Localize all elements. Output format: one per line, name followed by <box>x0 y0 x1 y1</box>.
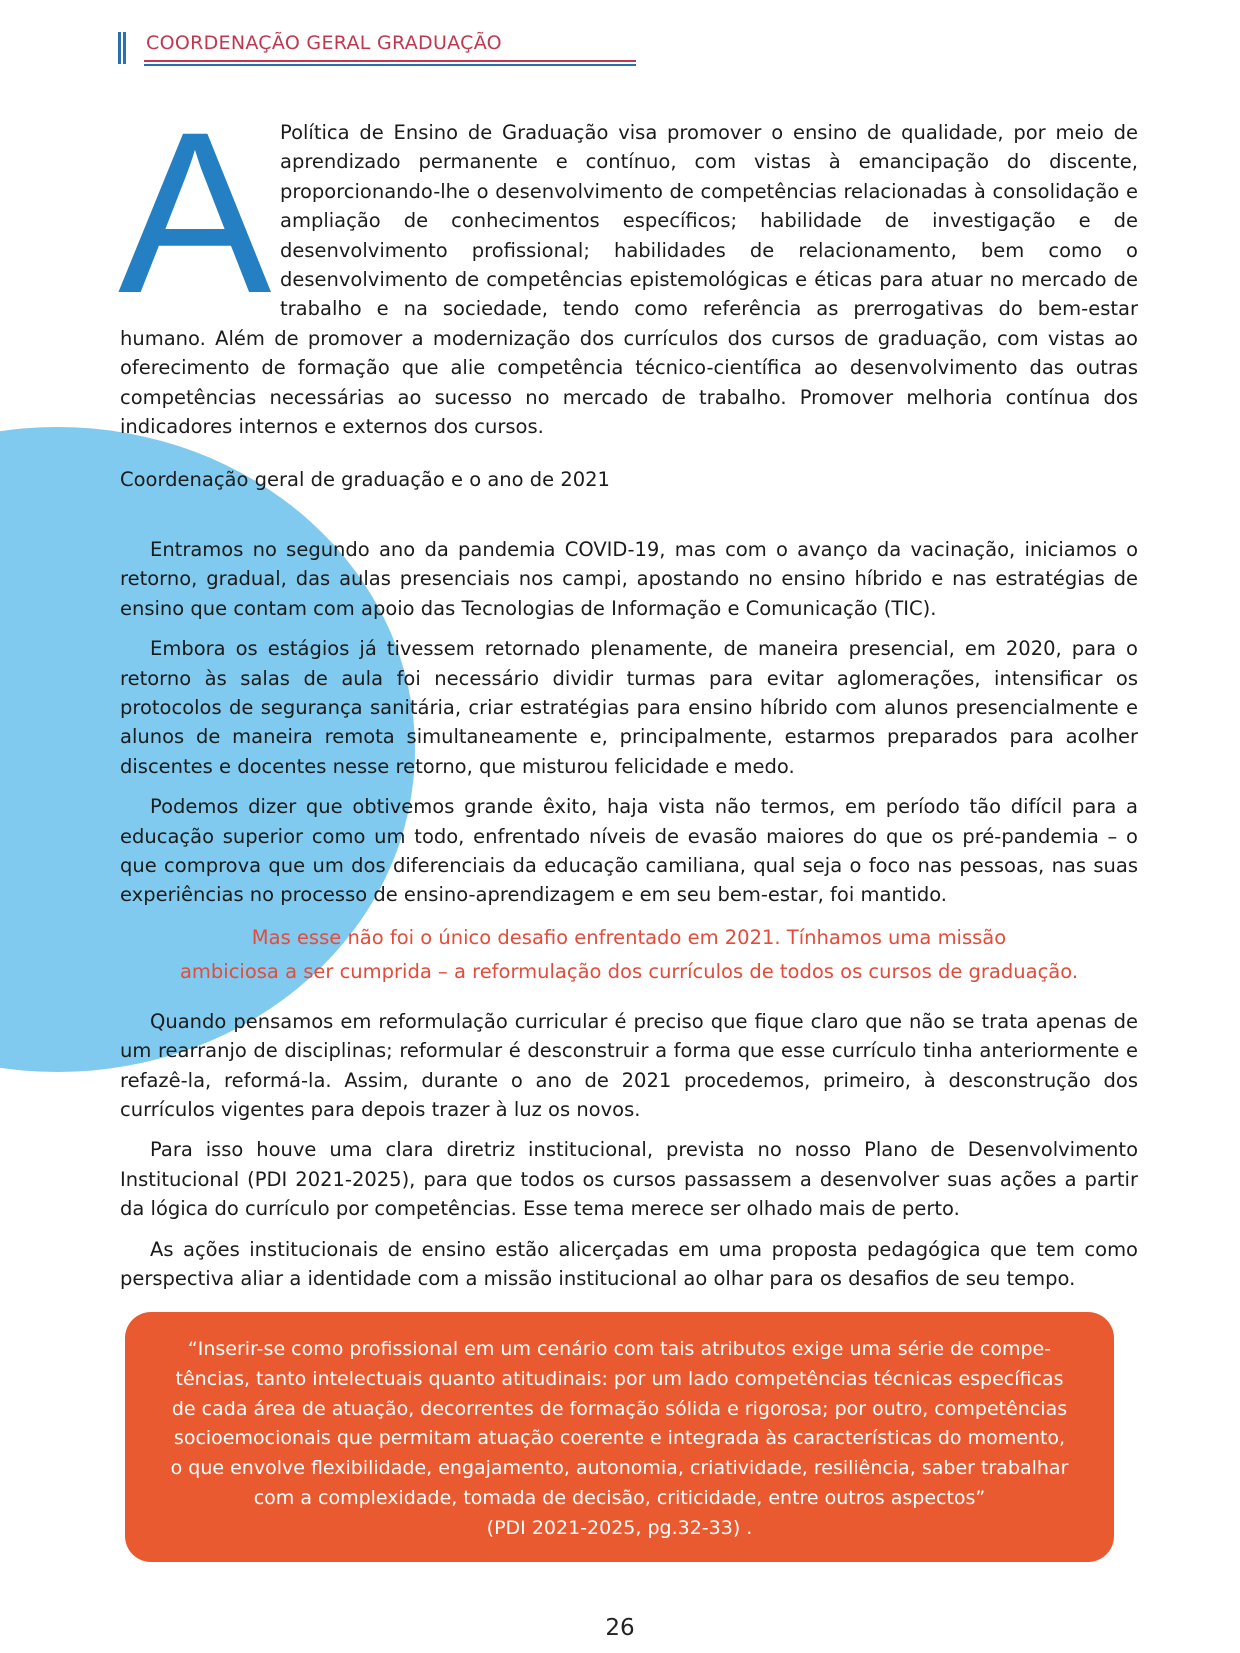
page-number: 26 <box>605 1615 635 1641</box>
pull-quote-line-2: ambiciosa a ser cumprida – a reformulação dos currículos de todos os cursos de graduação. <box>179 959 1079 983</box>
paragraph-3: Podemos dizer que obtivemos grande êxito, haja vista não termos, em período tão difícil para a educação superior como um todo, enfrentado níveis de evasão maiores do que os pré-pandemia – o que comprova que um dos diferenciais da educação camiliana, qual seja o foco nas pessoas, nas suas experiências no processo de ensino-aprendizagem e em seu bem-estar, foi mantido. <box>120 795 1138 907</box>
intro-text: Política de Ensino de Graduação visa promover o ensino de qualidade, por meio de aprendizado permanente e contínuo, com vistas à emancipação do discente, proporcionando-lhe o desenvolvimento de competências relacionadas à consolidação e ampliação de conhecimentos específicos; habilidade de investigação e de desenvolvimento profissional; habilidades de relacionamento, bem como o desenvolvimento de competências epistemológicas e éticas para atuar no mercado de trabalho e na sociedade, tendo como referência as prerrogativas do bem-estar humano. Além de promover a modernização dos currículos dos cursos de graduação, com vistas ao oferecimento de formação que alie competência técnico-científica ao desenvolvimento das outras competências necessárias ao sucesso no mercado de trabalho. Promover melhoria contínua dos indicadores internos e externos dos cursos. <box>120 121 1138 439</box>
paragraph-6: As ações institucionais de ensino estão alicerçadas em uma proposta pedagógica que tem como perspectiva aliar a identidade com a missão institucional ao olhar para os desafios de seu tempo. <box>120 1237 1138 1290</box>
header-bars-icon <box>118 32 126 64</box>
quote-line: socioemocionais que permitam atuação coerente e integrada às características do momento, <box>173 1427 1066 1450</box>
quote-line: o que envolve flexibilidade, engajamento, autonomia, criatividade, resiliência, saber trabalhar <box>170 1457 1069 1480</box>
dropcap-letter: A <box>118 120 272 296</box>
quote-box <box>125 1312 1114 1562</box>
header-rule <box>144 60 636 66</box>
pull-quote <box>120 921 1138 989</box>
section-title: Coordenação geral de graduação e o ano de 2021 <box>120 468 610 492</box>
paragraph-5: Para isso houve uma clara diretriz institucional, prevista no nosso Plano de Desenvolvimento Institucional (PDI 2021-2025), para que todos os cursos passassem a desenvolver suas ações a partir da lógica do currículo por competências. Esse tema merece ser olhado mais de perto. <box>120 1138 1138 1221</box>
quote-line: de cada área de atuação, decorrentes de formação sólida e rigorosa; por outro, competências <box>171 1397 1068 1420</box>
article-body <box>120 118 1138 1293</box>
intro-paragraph <box>120 118 1138 441</box>
quote-line: “Inserir-se como profissional em um cenário com tais atributos exige uma série de compe- <box>187 1338 1052 1360</box>
quote-citation: (PDI 2021-2025, pg.32-33) . <box>486 1516 753 1539</box>
quote-line: com a complexidade, tomada de decisão, criticidade, entre outros aspectos” <box>253 1486 986 1509</box>
dropcap <box>116 120 276 296</box>
paragraph-4: Quando pensamos em reformulação curricular é preciso que fique claro que não se trata apenas de um rearranjo de disciplinas; reformular é desconstruir a forma que esse currículo tinha anteriormente e refazê-la, reformá-la. Assim, durante o ano de 2021 procedemos, primeiro, à desconstrução dos currículos vigentes para depois trazer à luz os novos. <box>120 1009 1138 1121</box>
paragraph-1: Entramos no segundo ano da pandemia COVID-19, mas com o avanço da vacinação, iniciamos o retorno, gradual, das aulas presenciais nos campi, apostando no ensino híbrido e nas estratégias de ensino que contam com apoio das Tecnologias de Informação e Comunicação (TIC). <box>120 537 1138 620</box>
pull-quote-line-1: Mas esse não foi o único desafio enfrentado em 2021. Tínhamos uma missão <box>251 925 1007 949</box>
paragraph-2: Embora os estágios já tivessem retornado plenamente, de maneira presencial, em 2020, para o retorno às salas de aula foi necessário dividir turmas para evitar aglomerações, intensificar os protocolos de segurança sanitária, criar estratégias para ensino híbrido com alunos presencialmente e alunos de maneira remota simultaneamente e, principalmente, estarmos preparados para acolher discentes e docentes nesse retorno, que misturou felicidade e medo. <box>120 637 1138 778</box>
header-title: COORDENAÇÃO GERAL GRADUAÇÃO <box>146 32 502 54</box>
quote-line: tências, tanto intelectuais quanto atitudinais: por um lado competências técnicas específicas <box>175 1367 1064 1390</box>
